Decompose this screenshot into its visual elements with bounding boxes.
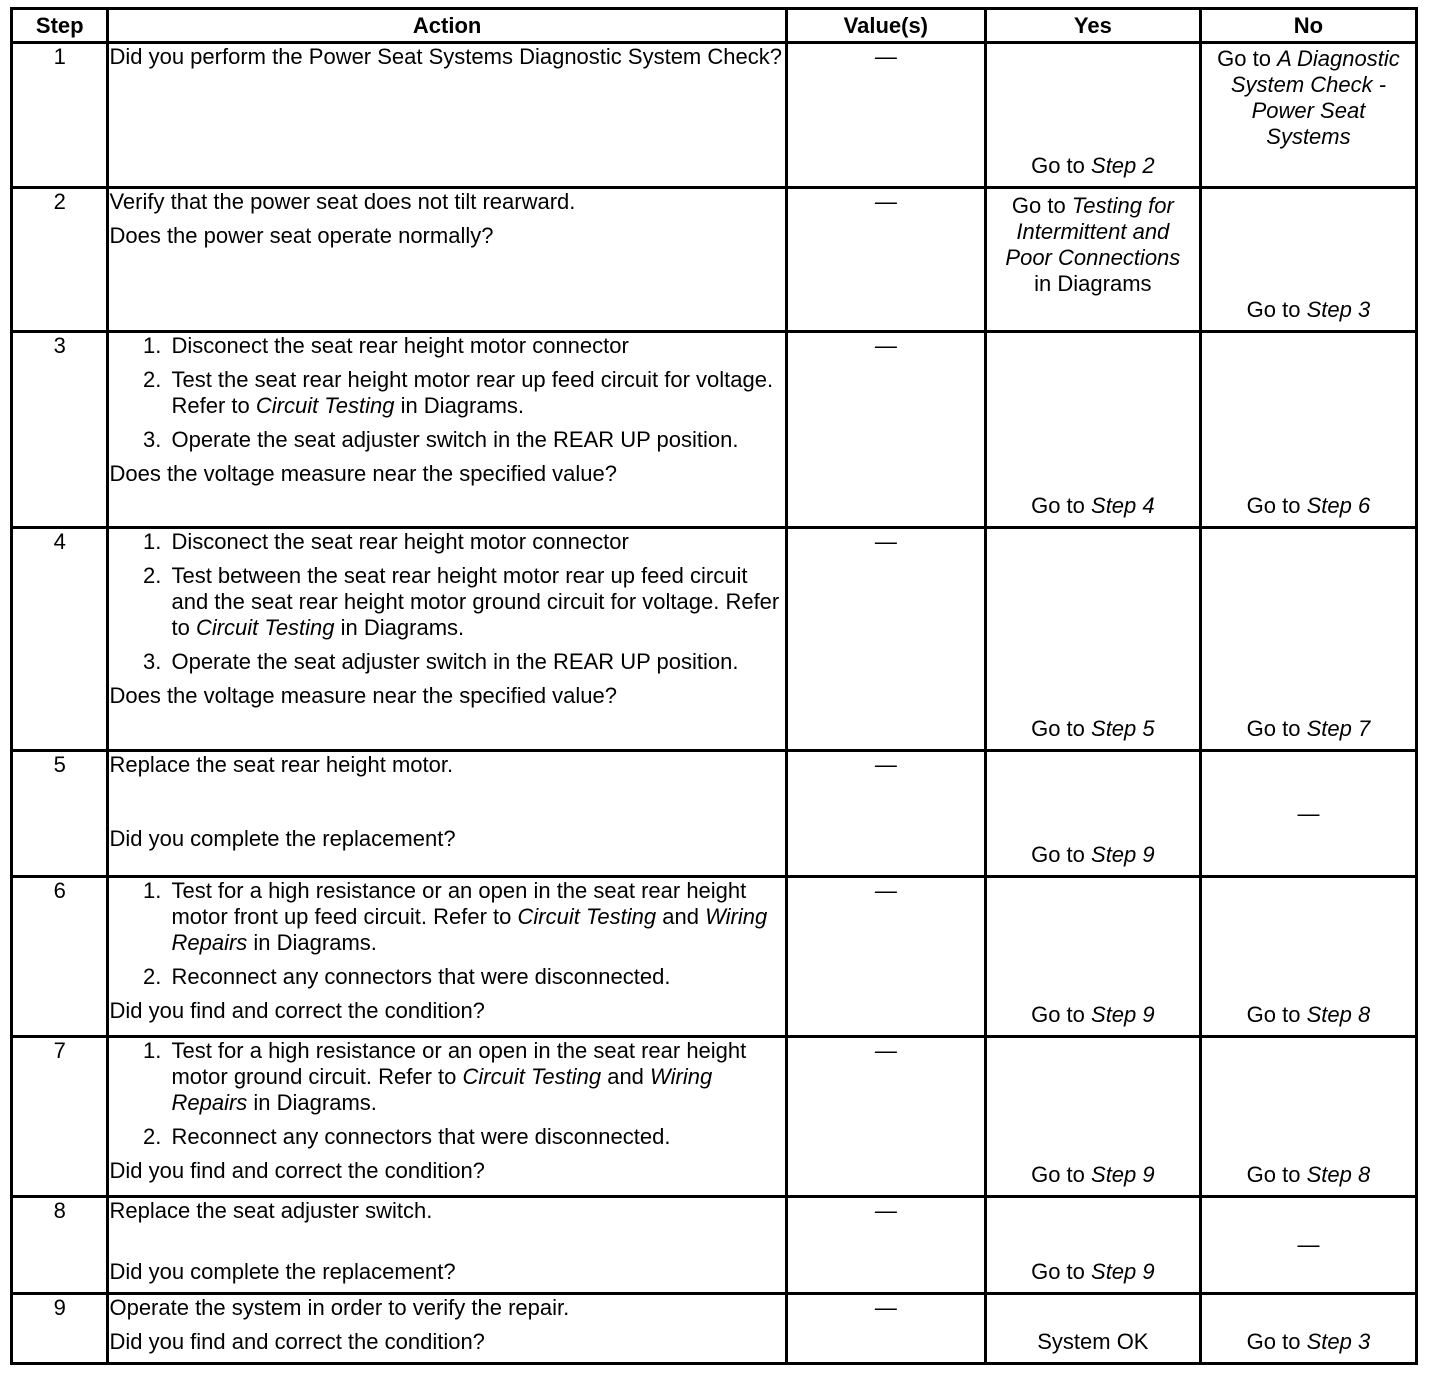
action-cell xyxy=(108,1294,786,1364)
list-item: 1. Test for a high resistance or an open in the seat rear height motor front up feed circuit. Refer to Circuit Testing and Wiring Repairs in Diagrams. xyxy=(167,878,784,956)
action-list xyxy=(109,529,784,675)
yes-ref: Step 9 xyxy=(1091,1002,1155,1027)
table-row-step-2 xyxy=(12,188,1417,332)
value-dash: — xyxy=(874,189,897,214)
diagnostic-table xyxy=(10,7,1418,1365)
value-dash: — xyxy=(874,333,897,358)
no-ref: Step 8 xyxy=(1306,1162,1371,1187)
header-yes: Yes xyxy=(985,9,1200,43)
yes-cell xyxy=(985,1197,1200,1294)
step-number: 8 xyxy=(12,1197,108,1294)
list-item: 1. Disconect the seat rear height motor connector xyxy=(167,333,784,359)
table-row-step-3 xyxy=(12,332,1417,528)
action-cell xyxy=(108,751,786,877)
list-item: 3. Operate the seat adjuster switch in the REAR UP position. xyxy=(167,427,784,453)
no-ref: A Diagnostic System Check - Power Seat Systems xyxy=(1230,46,1400,149)
no-cell xyxy=(1200,188,1416,332)
table-row-step-9 xyxy=(12,1294,1417,1364)
yes-cell xyxy=(985,1294,1200,1364)
header-no: No xyxy=(1200,9,1416,43)
header-row xyxy=(12,9,1417,43)
yes-ref: Step 2 xyxy=(1091,153,1155,178)
value-cell xyxy=(786,188,985,332)
value-dash: — xyxy=(874,1038,897,1063)
no-cell xyxy=(1200,332,1416,528)
go-to-label: Go to xyxy=(1031,716,1085,741)
go-to-label: Go to xyxy=(1011,193,1066,218)
yes-cell xyxy=(985,528,1200,751)
header-values: Value(s) xyxy=(786,9,985,43)
action-list xyxy=(109,1038,784,1150)
yes-cell xyxy=(985,1037,1200,1197)
value-dash: — xyxy=(874,44,897,69)
table-row-step-7 xyxy=(12,1037,1417,1197)
header-action: Action xyxy=(108,9,786,43)
step-number: 6 xyxy=(12,877,108,1037)
action-cell xyxy=(108,332,786,528)
yes-cell xyxy=(985,332,1200,528)
action-text: Verify that the power seat does not tilt rearward. xyxy=(109,189,576,214)
value-cell xyxy=(786,1294,985,1364)
list-item: 2. Reconnect any connectors that were disconnected. xyxy=(167,1124,784,1150)
yes-text: System OK xyxy=(1037,1329,1149,1354)
no-ref: Step 3 xyxy=(1306,1329,1371,1354)
yes-suffix: in Diagrams xyxy=(1034,271,1152,296)
action-text: Did you perform the Power Seat Systems Diagnostic System Check? xyxy=(109,44,782,69)
go-to-label: Go to xyxy=(1031,1002,1085,1027)
action-cell xyxy=(108,188,786,332)
list-item: 2. Test between the seat rear height motor rear up feed circuit and the seat rear height motor ground circuit for voltage. Refer to Circuit Testing in Diagrams. xyxy=(167,563,784,641)
go-to-label: Go to xyxy=(1246,1162,1301,1187)
yes-cell xyxy=(985,43,1200,188)
action-question: Did you complete the replacement? xyxy=(109,1259,456,1284)
action-cell xyxy=(108,43,786,188)
no-dash: — xyxy=(1297,1232,1320,1257)
go-to-label: Go to xyxy=(1031,1162,1085,1187)
yes-ref: Step 9 xyxy=(1091,1259,1155,1284)
go-to-label: Go to xyxy=(1031,153,1085,178)
action-cell xyxy=(108,877,786,1037)
value-cell xyxy=(786,1197,985,1294)
no-ref: Step 7 xyxy=(1306,716,1371,741)
step-number: 3 xyxy=(12,332,108,528)
step-number: 4 xyxy=(12,528,108,751)
action-text: Replace the seat adjuster switch. xyxy=(109,1198,433,1223)
go-to-label: Go to xyxy=(1246,1329,1301,1354)
no-cell xyxy=(1200,751,1416,877)
value-dash: — xyxy=(874,752,897,777)
no-cell xyxy=(1200,43,1416,188)
no-cell xyxy=(1200,1197,1416,1294)
action-cell xyxy=(108,1197,786,1294)
yes-cell xyxy=(985,188,1200,332)
no-cell xyxy=(1200,877,1416,1037)
action-text: Operate the system in order to verify the repair. xyxy=(109,1295,570,1320)
list-item: 2. Test the seat rear height motor rear up feed circuit for voltage. Refer to Circuit Testing in Diagrams. xyxy=(167,367,784,419)
value-cell xyxy=(786,751,985,877)
action-question: Does the power seat operate normally? xyxy=(109,223,494,248)
action-question: Did you find and correct the condition? xyxy=(109,998,485,1023)
value-cell xyxy=(786,877,985,1037)
table-row-step-4 xyxy=(12,528,1417,751)
yes-cell xyxy=(985,877,1200,1037)
table-row-step-5 xyxy=(12,751,1417,877)
yes-ref: Step 4 xyxy=(1091,493,1155,518)
table-row-step-8 xyxy=(12,1197,1417,1294)
list-item: 1. Disconect the seat rear height motor connector xyxy=(167,529,784,555)
no-cell xyxy=(1200,528,1416,751)
value-dash: — xyxy=(874,1295,897,1320)
list-item: 2. Reconnect any connectors that were disconnected. xyxy=(167,964,784,990)
step-number: 9 xyxy=(12,1294,108,1364)
value-cell xyxy=(786,1037,985,1197)
action-question: Did you find and correct the condition? xyxy=(109,1158,485,1183)
yes-ref: Step 9 xyxy=(1091,842,1155,867)
step-number: 2 xyxy=(12,188,108,332)
go-to-label: Go to xyxy=(1031,493,1085,518)
go-to-label: Go to xyxy=(1246,493,1301,518)
value-dash: — xyxy=(874,529,897,554)
no-cell xyxy=(1200,1037,1416,1197)
value-cell xyxy=(786,528,985,751)
action-question: Did you complete the replacement? xyxy=(109,826,456,851)
action-question: Does the voltage measure near the specified value? xyxy=(109,461,618,486)
go-to-label: Go to xyxy=(1246,1002,1301,1027)
go-to-label: Go to xyxy=(1031,1259,1085,1284)
table-row-step-6 xyxy=(12,877,1417,1037)
step-number: 5 xyxy=(12,751,108,877)
no-ref: Step 8 xyxy=(1306,1002,1371,1027)
no-cell xyxy=(1200,1294,1416,1364)
step-number: 1 xyxy=(12,43,108,188)
yes-ref: Testing for Intermittent and Poor Connections xyxy=(1005,193,1181,270)
table-row-step-1 xyxy=(12,43,1417,188)
value-dash: — xyxy=(874,1198,897,1223)
go-to-label: Go to xyxy=(1246,716,1301,741)
go-to-label: Go to xyxy=(1217,46,1271,71)
action-list xyxy=(109,333,784,453)
value-dash: — xyxy=(874,878,897,903)
yes-ref: Step 9 xyxy=(1091,1162,1155,1187)
action-list xyxy=(109,878,784,990)
go-to-label: Go to xyxy=(1031,842,1085,867)
action-text: Replace the seat rear height motor. xyxy=(109,752,454,777)
header-step: Step xyxy=(12,9,108,43)
list-item: 1. Test for a high resistance or an open in the seat rear height motor ground circuit. Refer to Circuit Testing and Wiring Repairs in Diagrams. xyxy=(167,1038,784,1116)
no-dash: — xyxy=(1297,800,1320,826)
step-number: 7 xyxy=(12,1037,108,1197)
no-ref: Step 6 xyxy=(1306,493,1371,518)
value-cell xyxy=(786,332,985,528)
no-ref: Step 3 xyxy=(1306,297,1371,322)
action-cell xyxy=(108,528,786,751)
yes-ref: Step 5 xyxy=(1091,716,1155,741)
go-to-label: Go to xyxy=(1246,297,1301,322)
action-cell xyxy=(108,1037,786,1197)
value-cell xyxy=(786,43,985,188)
list-item: 3. Operate the seat adjuster switch in the REAR UP position. xyxy=(167,649,784,675)
action-question: Does the voltage measure near the specified value? xyxy=(109,683,618,708)
yes-cell xyxy=(985,751,1200,877)
action-question: Did you find and correct the condition? xyxy=(109,1329,485,1354)
